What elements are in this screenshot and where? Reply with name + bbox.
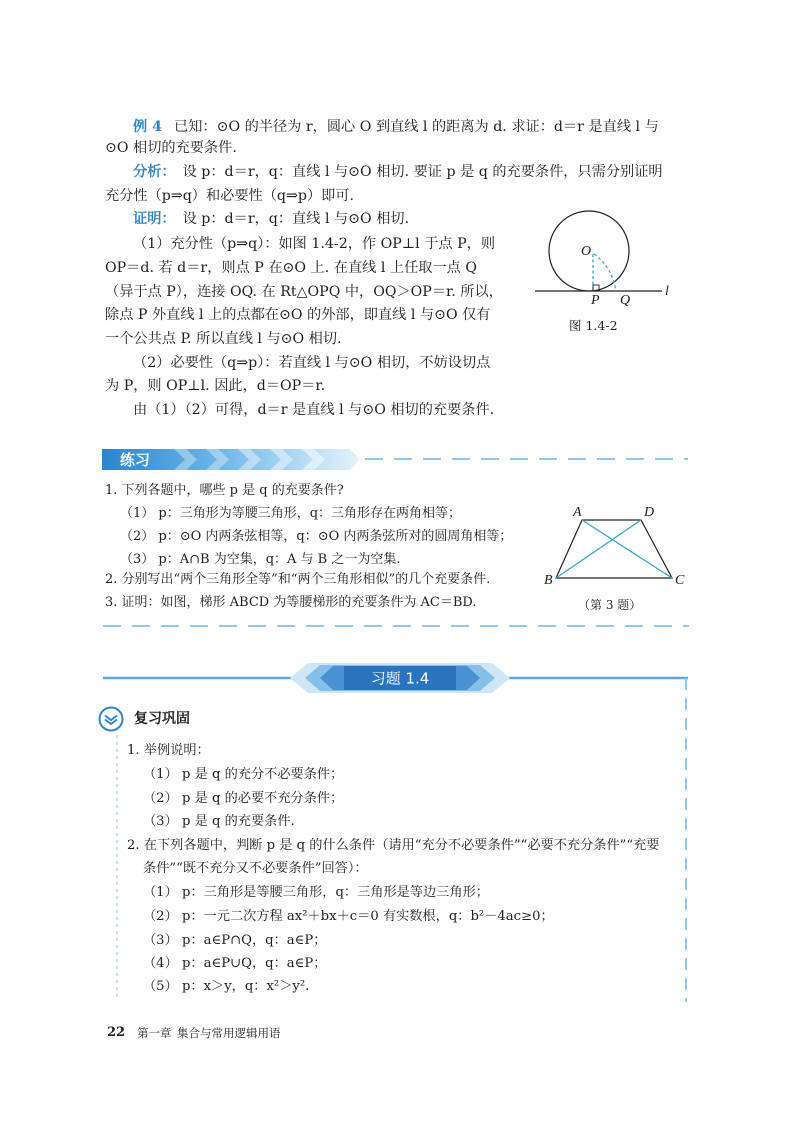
practice-q1: 1. 下列各题中，哪些 p 是 q 的充要条件? — [105, 483, 344, 498]
analysis-line-1 — [133, 162, 663, 182]
proof-label: 证明： — [133, 211, 176, 227]
label-D: D — [644, 505, 655, 520]
label-C: C — [675, 573, 685, 588]
exercise-q1-part-2: （2） p 是 q 的必要不充分条件； — [143, 791, 344, 806]
proof-text-8: 为 P，则 OP⊥l. 因此，d＝OP＝r. — [105, 378, 326, 394]
label-Q: Q — [620, 293, 631, 308]
exercise-q2-part-4: （4） p：a∈P∪Q，q：a∈P； — [143, 956, 327, 971]
exercise-q1-part-3: （3） p 是 q 的充要条件. — [143, 814, 295, 829]
segment-OQ — [594, 254, 616, 291]
exercises-left-border — [113, 735, 121, 1003]
example-label: 例 4 — [133, 119, 162, 135]
exercises-banner — [100, 660, 692, 700]
example-line-1 — [133, 117, 659, 137]
practice-q2: 2. 分别写出“两个三角形全等”和“两个三角形相似”的几个充要条件. — [105, 572, 491, 587]
practice-q1-part-2: （2） p：⊙O 内两条弦相等，q：⊙O 内两条弦所对的圆周角相等； — [120, 529, 513, 544]
proof-text-5: 除点 P 外直线 l 上的点都在⊙O 的外部，即直线 l 与⊙O 仅有 — [105, 307, 491, 323]
footer-chapter-title: 集合与常用逻辑用语 — [177, 1026, 281, 1040]
exercise-q2-part-3: （3） p：a∈P∩Q，q：a∈P； — [143, 933, 327, 948]
page-number: 22 — [107, 1025, 126, 1040]
exercise-q2-part-5: （5） p：x＞y，q：x²＞y². — [143, 979, 310, 994]
diagonal-AC — [582, 520, 672, 578]
exercise-q2-part-2: （2） p：一元二次方程 ax²＋bx＋c＝0 有实数根，q：b²－4ac≥0； — [143, 909, 554, 924]
analysis-text-2: 充分性（p⇒q）和必要性（q⇒p）即可. — [105, 188, 355, 204]
exercise-q2-line-1: 2. 在下列各题中，判断 p 是 q 的什么条件（请用“充分不必要条件”“必要不充分条件”“充要 — [127, 838, 660, 853]
review-section-title: 复习巩固 — [134, 711, 190, 727]
practice-q3: 3. 证明：如图，梯形 ABCD 为等腰梯形的充要条件为 AC＝BD. — [105, 595, 477, 610]
label-B: B — [544, 573, 553, 588]
proof-line-1 — [133, 209, 409, 229]
proof-text-7: （2）必要性（q⇒p）：若直线 l 与⊙O 相切，不妨设切点 — [133, 355, 491, 371]
proof-text-2: （1）充分性（p⇒q）：如图 1.4-2，作 OP⊥l 于点 P，则 — [133, 236, 496, 252]
figure-q3-caption: （第 3 题） — [578, 598, 642, 612]
exercise-q2-part-1: （1） p：三角形是等腰三角形，q：三角形是等边三角形； — [143, 885, 489, 900]
label-O: O — [581, 244, 592, 259]
practice-title: 练习 — [120, 451, 151, 469]
figure-caption: 图 1.4-2 — [569, 318, 618, 333]
analysis-text-1: 设 p：d＝r，q：直线 l 与⊙O 相切. 要证 p 是 q 的充要条件，只需分别证明 — [182, 164, 663, 180]
trapezoid-ABCD — [556, 520, 672, 578]
example-statement-1: 已知：⊙O 的半径为 r，圆心 O 到直线 l 的距离为 d. 求证：d＝r 是直线 l 与 — [174, 119, 659, 135]
practice-q1-part-3: （3） p：A∩B 为空集，q：A 与 B 之一为空集. — [120, 552, 401, 567]
practice-banner — [102, 449, 360, 470]
exercise-q1-part-1: （1） p 是 q 的充分不必要条件； — [143, 767, 344, 782]
example-statement-2: ⊙O 相切的充要条件. — [105, 140, 237, 156]
proof-text-4: （异于点 P），连接 OQ. 在 Rt△OPQ 中，OQ＞OP＝r. 所以， — [105, 284, 503, 300]
proof-text-3: OP＝d. 若 d＝r，则点 P 在⊙O 上. 在直线 l 上任取一点 Q — [105, 260, 477, 276]
practice-dashed-rule — [365, 455, 690, 463]
practice-end-dashed-rule — [103, 622, 691, 630]
proof-text-6: 一个公共点 P. 所以直线 l 与⊙O 相切. — [105, 331, 342, 347]
exercise-q2-line-2: 条件”“既不充分又不必要条件”回答）： — [143, 861, 368, 876]
exercises-right-border — [682, 676, 690, 1004]
analysis-label: 分析： — [133, 164, 176, 180]
label-l: l — [665, 284, 669, 299]
practice-q1-part-1: （1） p：三角形为等腰三角形，q：三角形存在两角相等； — [120, 506, 462, 521]
exercise-q1: 1. 举例说明： — [127, 743, 210, 758]
proof-text-1: 设 p：d＝r，q：直线 l 与⊙O 相切. — [182, 211, 410, 227]
label-A: A — [573, 505, 582, 520]
figure-circle-tangent — [530, 205, 675, 310]
label-P: P — [591, 293, 600, 308]
figure-trapezoid — [540, 500, 690, 590]
exercises-title: 习题 1.4 — [370, 669, 430, 688]
footer-chapter: 第一章 — [137, 1026, 172, 1040]
proof-text-9: 由（1）（2）可得，d＝r 是直线 l 与⊙O 相切的充要条件. — [133, 402, 495, 418]
review-icon — [98, 706, 124, 732]
